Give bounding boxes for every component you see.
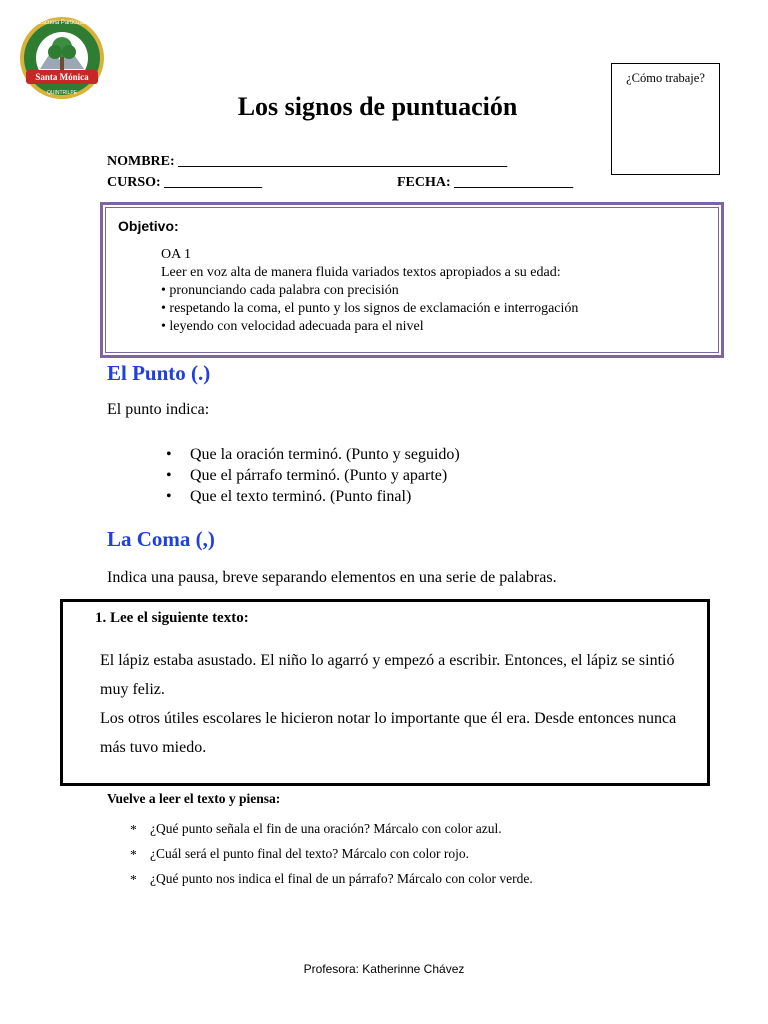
objective-text <box>161 246 578 336</box>
objective-box <box>100 202 724 358</box>
list-item-text: Que el párrafo terminó. (Punto y aparte) <box>190 467 448 484</box>
objective-line: Leer en voz alta de manera fluida variados textos apropiados a su edad: <box>161 265 561 280</box>
asterisk-icon: * <box>130 872 137 887</box>
list-item <box>160 444 460 465</box>
list-item-text: Que la oración terminó. (Punto y seguido) <box>190 446 460 463</box>
coma-section-title: La Coma (,) <box>107 527 215 551</box>
question-item <box>130 866 533 891</box>
school-logo-graphic <box>18 14 106 104</box>
list-item <box>160 486 460 507</box>
objective-title: Objetivo: <box>118 218 179 234</box>
bullet-icon: • <box>166 488 172 505</box>
punto-intro: El punto indica: <box>107 401 210 418</box>
teacher-footer: Profesora: Katherinne Chávez <box>303 962 465 976</box>
list-item-text: Que el texto terminó. (Punto final) <box>190 488 412 505</box>
question-item <box>130 841 533 866</box>
asterisk-icon: * <box>130 822 137 837</box>
punto-section-title: El Punto (.) <box>107 361 211 385</box>
question-list <box>130 816 533 891</box>
self-assessment-label: ¿Cómo trabaje? <box>626 71 705 85</box>
coma-description: Indica una pausa, breve separando elementos en una serie de palabras. <box>107 569 557 586</box>
logo-top-text: Escuela Particular <box>37 20 87 26</box>
objective-inner-border <box>105 207 719 353</box>
reading-box <box>60 599 710 786</box>
page-title: Los signos de puntuación <box>237 92 518 121</box>
rethink-title: Vuelve a leer el texto y piensa: <box>107 791 281 806</box>
name-field[interactable]: NOMBRE: _______________________________________________ <box>107 154 508 169</box>
objective-line: • leyendo con velocidad adecuada para el nivel <box>161 319 424 334</box>
logo-bottom-text: QUINTRILPE <box>46 90 78 96</box>
list-item <box>160 465 460 486</box>
objective-line: • pronunciando cada palabra con precisión <box>161 283 399 298</box>
reading-heading: 1. Lee el siguiente texto: <box>95 610 249 626</box>
question-text: ¿Qué punto nos indica el final de un párrafo? Márcalo con color verde. <box>150 871 533 886</box>
bullet-icon: • <box>166 467 172 484</box>
reading-paragraph: El lápiz estaba asustado. El niño lo agarró y empezó a escribir. Entonces, el lápiz se sintió muy feliz. <box>100 652 675 698</box>
question-text: ¿Cuál será el punto final del texto? Márcalo con color rojo. <box>150 846 470 861</box>
objective-line: OA 1 <box>161 247 191 262</box>
punto-list <box>160 444 460 507</box>
question-text: ¿Qué punto señala el fin de una oración? Márcalo con color azul. <box>150 821 502 836</box>
asterisk-icon: * <box>130 847 137 862</box>
objective-line: • respetando la coma, el punto y los signos de exclamación e interrogación <box>161 301 579 316</box>
reading-text <box>100 646 700 762</box>
question-item <box>130 816 533 841</box>
date-field[interactable]: FECHA: _________________ <box>397 175 574 190</box>
school-logo <box>18 14 106 104</box>
reading-paragraph: Los otros útiles escolares le hicieron notar lo importante que él era. Desde entonces nunca más tuvo miedo. <box>100 710 677 756</box>
course-field[interactable]: CURSO: ______________ <box>107 175 263 190</box>
bullet-icon: • <box>166 446 172 463</box>
logo-name-text: Santa Mónica <box>35 72 89 82</box>
